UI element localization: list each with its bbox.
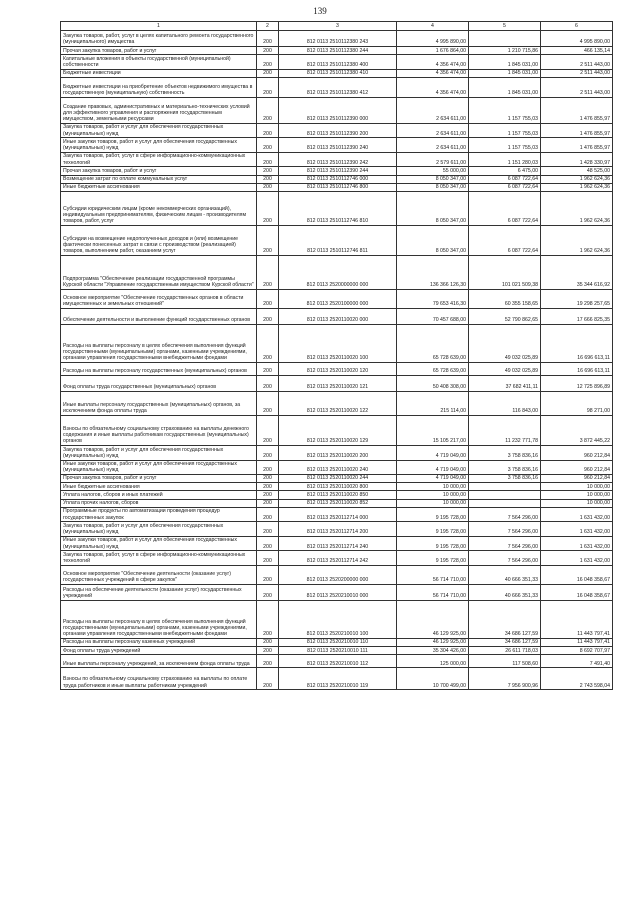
row-code-cell: 812 0113 2520210010 000	[279, 584, 397, 600]
row-code-cell: 812 0113 2510112746 811	[279, 226, 397, 256]
table-row	[61, 600, 613, 638]
row-grbs-cell: 200	[257, 565, 279, 584]
row-rest-cell: 1 962 624,36	[541, 183, 613, 191]
row-rest-cell: 10 000,00	[541, 491, 613, 499]
row-code-cell: 812 0113 2520210010 100	[279, 600, 397, 638]
table-row	[61, 474, 613, 482]
row-name-cell: Расходы на обеспечение деятельности (оказание услуг) государственных учреждений	[61, 584, 257, 600]
row-name-cell: Закупка товаров, работ, услуг в сфере информационно-коммуникационных технологий	[61, 551, 257, 565]
row-grbs-cell: 200	[257, 175, 279, 183]
row-exec-cell: 7 564 296,00	[469, 507, 541, 521]
row-plan-cell: 10 000,00	[397, 483, 469, 491]
row-code-cell: 812 0113 2510112390 242	[279, 152, 397, 166]
row-exec-cell: 6 087 722,64	[469, 192, 541, 226]
row-exec-cell: 6 087 722,64	[469, 175, 541, 183]
row-code-cell: 812 0113 2510112390 200	[279, 123, 397, 137]
row-plan-cell: 10 000,00	[397, 491, 469, 499]
row-rest-cell: 2 743 598,04	[541, 668, 613, 690]
row-rest-cell: 48 525,00	[541, 167, 613, 175]
row-name-cell: Прочая закупка товаров, работ и услуг	[61, 167, 257, 175]
row-exec-cell: 37 682 411,11	[469, 376, 541, 392]
row-rest-cell: 960 212,84	[541, 446, 613, 460]
row-grbs-cell: 200	[257, 55, 279, 69]
row-exec-cell	[469, 31, 541, 47]
row-name-cell: Обеспечение деятельности и выполнение функций государственных органов	[61, 309, 257, 325]
row-name-cell: Иные закупки товаров, работ и услуг для обеспечения государственных (муниципальных) нужд	[61, 460, 257, 474]
row-plan-cell: 35 304 426,00	[397, 647, 469, 655]
row-code-cell: 812 0113 2520100000 000	[279, 290, 397, 309]
row-rest-cell: 3 872 445,22	[541, 416, 613, 446]
table-row	[61, 668, 613, 690]
row-code-cell: 812 0113 2520200000 000	[279, 565, 397, 584]
row-name-cell: Взносы по обязательному социальному страхованию на выплаты по оплате труда работников и иные выплаты работникам учреждений	[61, 668, 257, 690]
row-exec-cell	[469, 491, 541, 499]
row-exec-cell: 1 845 031,00	[469, 69, 541, 77]
row-exec-cell: 116 843,00	[469, 392, 541, 416]
table-row	[61, 392, 613, 416]
row-plan-cell: 46 129 925,00	[397, 638, 469, 646]
row-grbs-cell: 200	[257, 416, 279, 446]
row-rest-cell: 7 491,40	[541, 655, 613, 668]
row-exec-cell: 52 790 862,65	[469, 309, 541, 325]
row-code-cell: 812 0113 2520110020 852	[279, 499, 397, 507]
row-code-cell: 812 0113 2520110020 100	[279, 325, 397, 363]
row-plan-cell: 8 050 347,00	[397, 226, 469, 256]
row-rest-cell: 2 511 443,00	[541, 69, 613, 77]
row-plan-cell: 50 408 308,00	[397, 376, 469, 392]
row-rest-cell: 1 428 330,97	[541, 152, 613, 166]
table-row	[61, 507, 613, 521]
row-plan-cell: 215 114,00	[397, 392, 469, 416]
row-rest-cell: 19 298 257,65	[541, 290, 613, 309]
row-name-cell: Программные продукты по автоматизации проведения процедур государственных закупок	[61, 507, 257, 521]
table-row	[61, 167, 613, 175]
row-rest-cell: 10 000,00	[541, 499, 613, 507]
row-rest-cell: 11 443 797,41	[541, 638, 613, 646]
row-plan-cell: 4 356 474,00	[397, 55, 469, 69]
row-exec-cell: 7 564 296,00	[469, 522, 541, 536]
row-grbs-cell: 200	[257, 499, 279, 507]
table-row	[61, 536, 613, 550]
budget-table	[60, 21, 613, 690]
row-plan-cell: 136 366 126,30	[397, 256, 469, 290]
row-name-cell: Расходы на выплаты персоналу государственных (муниципальных) органов	[61, 363, 257, 376]
row-grbs-cell: 200	[257, 668, 279, 690]
row-grbs-cell: 200	[257, 309, 279, 325]
row-rest-cell: 1 962 624,36	[541, 175, 613, 183]
row-exec-cell: 40 666 351,33	[469, 565, 541, 584]
table-row	[61, 138, 613, 152]
row-rest-cell: 1 631 432,00	[541, 551, 613, 565]
row-plan-cell: 56 714 710,00	[397, 565, 469, 584]
row-rest-cell: 1 631 432,00	[541, 507, 613, 521]
row-code-cell: 812 0113 2520110020 120	[279, 363, 397, 376]
row-grbs-cell: 200	[257, 536, 279, 550]
row-exec-cell: 60 355 158,65	[469, 290, 541, 309]
row-code-cell: 812 0113 2510112746 810	[279, 192, 397, 226]
table-row	[61, 47, 613, 55]
row-rest-cell: 1 476 855,97	[541, 138, 613, 152]
row-plan-cell: 9 195 728,00	[397, 522, 469, 536]
row-grbs-cell: 200	[257, 31, 279, 47]
table-row	[61, 376, 613, 392]
row-name-cell: Фонд оплаты труда государственных (муниципальных) органов	[61, 376, 257, 392]
row-code-cell: 812 0113 2510112390 000	[279, 97, 397, 123]
table-row	[61, 69, 613, 77]
row-rest-cell: 11 443 797,41	[541, 600, 613, 638]
row-name-cell: Создание правовых, административных и материально-технических условий для эффективного управления и распоряжения государственным имуществом, земельными ресурсами	[61, 97, 257, 123]
row-plan-cell: 10 700 499,00	[397, 668, 469, 690]
row-grbs-cell: 200	[257, 522, 279, 536]
row-name-cell: Закупка товаров, работ и услуг для обеспечения государственных (муниципальных) нужд	[61, 522, 257, 536]
row-plan-cell: 8 050 347,00	[397, 183, 469, 191]
row-exec-cell: 6 087 722,64	[469, 226, 541, 256]
row-rest-cell: 1 476 855,97	[541, 97, 613, 123]
row-rest-cell: 2 511 443,00	[541, 77, 613, 97]
table-row	[61, 460, 613, 474]
row-rest-cell: 4 995 890,00	[541, 31, 613, 47]
row-exec-cell: 7 564 296,00	[469, 536, 541, 550]
table-row	[61, 655, 613, 668]
row-code-cell: 812 0113 2520110020 122	[279, 392, 397, 416]
row-grbs-cell: 200	[257, 325, 279, 363]
row-exec-cell: 101 021 509,38	[469, 256, 541, 290]
row-code-cell: 812 0113 2520110020 200	[279, 446, 397, 460]
table-row	[61, 55, 613, 69]
row-name-cell: Закупка товаров, работ и услуг для обеспечения государственных (муниципальных) нужд	[61, 123, 257, 137]
row-exec-cell: 7 956 900,96	[469, 668, 541, 690]
row-exec-cell: 26 611 718,03	[469, 647, 541, 655]
row-plan-cell: 8 050 347,00	[397, 175, 469, 183]
table-row	[61, 491, 613, 499]
row-exec-cell: 7 564 296,00	[469, 551, 541, 565]
row-rest-cell: 1 962 624,36	[541, 192, 613, 226]
table-row	[61, 192, 613, 226]
row-grbs-cell: 200	[257, 192, 279, 226]
row-plan-cell: 65 728 639,00	[397, 363, 469, 376]
row-plan-cell: 10 000,00	[397, 499, 469, 507]
table-row	[61, 77, 613, 97]
table-row	[61, 483, 613, 491]
row-code-cell: 812 0113 2520110020 000	[279, 309, 397, 325]
row-grbs-cell: 200	[257, 551, 279, 565]
row-plan-cell: 125 000,00	[397, 655, 469, 668]
header-row	[61, 22, 613, 31]
header-cell: 1	[61, 22, 257, 31]
row-name-cell: Расходы на выплаты персоналу в целях обеспечения выполнения функций государственными (муниципальными) органами, казенными учреждениями, органами управления государственными внебюджетными фондами	[61, 325, 257, 363]
row-rest-cell: 35 344 616,92	[541, 256, 613, 290]
row-grbs-cell: 200	[257, 600, 279, 638]
row-name-cell: Возмещение затрат по оплате коммунальных услуг	[61, 175, 257, 183]
row-grbs-cell: 200	[257, 77, 279, 97]
row-grbs-cell: 200	[257, 474, 279, 482]
row-name-cell: Закупка товаров, работ, услуг в целях капитального ремонта государственного (муниципального) имущества	[61, 31, 257, 47]
row-plan-cell: 4 719 049,00	[397, 446, 469, 460]
row-grbs-cell: 200	[257, 167, 279, 175]
row-exec-cell: 1 151 280,03	[469, 152, 541, 166]
row-plan-cell: 79 653 416,30	[397, 290, 469, 309]
row-grbs-cell: 200	[257, 638, 279, 646]
table-row	[61, 647, 613, 655]
row-name-cell: Иные выплаты персоналу учреждений, за исключением фонда оплаты труда	[61, 655, 257, 668]
row-plan-cell: 2 634 611,00	[397, 97, 469, 123]
row-exec-cell: 1 845 031,00	[469, 77, 541, 97]
row-grbs-cell: 200	[257, 446, 279, 460]
row-grbs-cell: 200	[257, 363, 279, 376]
row-name-cell: Основное мероприятие "Обеспечение государственных органов в области имущественных и земельных отношений"	[61, 290, 257, 309]
row-code-cell: 812 0113 2510112390 244	[279, 167, 397, 175]
row-exec-cell: 34 686 127,59	[469, 638, 541, 646]
row-rest-cell: 2 511 443,00	[541, 55, 613, 69]
row-exec-cell: 34 686 127,59	[469, 600, 541, 638]
table-row	[61, 565, 613, 584]
row-rest-cell: 1 476 855,97	[541, 123, 613, 137]
row-code-cell: 812 0113 2520110020 121	[279, 376, 397, 392]
row-name-cell: Основное мероприятие "Обеспечение деятельности (оказание услуг) государственных учреждений в сфере закупок"	[61, 565, 257, 584]
row-exec-cell: 1 157 755,03	[469, 97, 541, 123]
row-rest-cell: 16 696 613,11	[541, 325, 613, 363]
row-code-cell: 812 0113 2520210010 112	[279, 655, 397, 668]
row-plan-cell: 9 195 728,00	[397, 536, 469, 550]
table-row	[61, 31, 613, 47]
row-rest-cell: 1 631 432,00	[541, 536, 613, 550]
table-row	[61, 183, 613, 191]
row-exec-cell: 11 232 771,78	[469, 416, 541, 446]
row-code-cell: 812 0113 2520110020 800	[279, 483, 397, 491]
row-code-cell: 812 0113 2510112380 410	[279, 69, 397, 77]
row-rest-cell: 16 048 358,67	[541, 565, 613, 584]
row-name-cell: Иные закупки товаров, работ и услуг для обеспечения государственных (муниципальных) нужд	[61, 536, 257, 550]
row-plan-cell: 1 676 864,00	[397, 47, 469, 55]
row-rest-cell: 16 696 613,11	[541, 363, 613, 376]
row-code-cell: 812 0113 2510112380 412	[279, 77, 397, 97]
row-plan-cell: 9 195 728,00	[397, 551, 469, 565]
row-grbs-cell: 200	[257, 138, 279, 152]
row-rest-cell: 16 048 358,67	[541, 584, 613, 600]
row-code-cell: 812 0113 2510112380 243	[279, 31, 397, 47]
row-exec-cell: 1 845 031,00	[469, 55, 541, 69]
row-exec-cell: 3 758 836,16	[469, 460, 541, 474]
row-grbs-cell: 200	[257, 507, 279, 521]
table-row	[61, 499, 613, 507]
row-plan-cell: 4 356 474,00	[397, 77, 469, 97]
row-grbs-cell: 200	[257, 152, 279, 166]
table-row	[61, 97, 613, 123]
header-cell: 2	[257, 22, 279, 31]
row-grbs-cell: 200	[257, 584, 279, 600]
row-name-cell: Фонд оплаты труда учреждений	[61, 647, 257, 655]
row-name-cell: Расходы на выплаты персоналу казенных учреждений	[61, 638, 257, 646]
row-grbs-cell: 200	[257, 392, 279, 416]
row-code-cell: 812 0113 2520112714 242	[279, 551, 397, 565]
row-grbs-cell: 200	[257, 47, 279, 55]
row-code-cell: 812 0113 2520210010 119	[279, 668, 397, 690]
row-code-cell: 812 0113 2510112746 000	[279, 175, 397, 183]
row-exec-cell: 6 475,00	[469, 167, 541, 175]
row-rest-cell: 1 962 624,36	[541, 226, 613, 256]
row-plan-cell: 65 728 639,00	[397, 325, 469, 363]
row-exec-cell: 3 758 836,16	[469, 446, 541, 460]
row-name-cell: Иные выплаты персоналу государственных (муниципальных) органов, за исключением фонда оплаты труда	[61, 392, 257, 416]
header-cell: 4	[397, 22, 469, 31]
row-plan-cell: 46 129 925,00	[397, 600, 469, 638]
row-plan-cell: 15 105 217,00	[397, 416, 469, 446]
row-name-cell: Капитальные вложения в объекты государственной (муниципальной) собственности	[61, 55, 257, 69]
row-code-cell: 812 0113 2510112746 800	[279, 183, 397, 191]
row-name-cell: Иные бюджетные ассигнования	[61, 183, 257, 191]
row-grbs-cell: 200	[257, 290, 279, 309]
row-grbs-cell: 200	[257, 376, 279, 392]
row-code-cell: 812 0113 2520110020 240	[279, 460, 397, 474]
row-name-cell: Уплата налогов, сборов и иных платежей	[61, 491, 257, 499]
row-plan-cell: 2 634 611,00	[397, 123, 469, 137]
row-code-cell: 812 0113 2510112380 244	[279, 47, 397, 55]
row-name-cell: Закупка товаров, работ и услуг для обеспечения государственных (муниципальных) нужд	[61, 446, 257, 460]
row-plan-cell: 2 579 611,00	[397, 152, 469, 166]
table-row	[61, 175, 613, 183]
row-name-cell: Субсидии юридическим лицам (кроме некоммерческих организаций), индивидуальным предпринимателям, физическим лицам - производителям товаров, работ, услуг	[61, 192, 257, 226]
row-exec-cell	[469, 499, 541, 507]
header-cell: 5	[469, 22, 541, 31]
row-grbs-cell: 200	[257, 123, 279, 137]
row-name-cell: Бюджетные инвестиции	[61, 69, 257, 77]
table-row	[61, 152, 613, 166]
table-row	[61, 551, 613, 565]
row-grbs-cell: 200	[257, 97, 279, 123]
row-grbs-cell: 200	[257, 655, 279, 668]
row-rest-cell: 8 692 707,97	[541, 647, 613, 655]
table-row	[61, 363, 613, 376]
row-name-cell: Иные закупки товаров, работ и услуг для обеспечения государственных (муниципальных) нужд	[61, 138, 257, 152]
table-row	[61, 290, 613, 309]
row-rest-cell: 960 212,84	[541, 474, 613, 482]
header-cell: 6	[541, 22, 613, 31]
row-plan-cell: 56 714 710,00	[397, 584, 469, 600]
row-name-cell: Прочая закупка товаров, работ и услуг	[61, 474, 257, 482]
row-rest-cell: 960 212,84	[541, 460, 613, 474]
row-name-cell: Расходы на выплаты персоналу в целях обеспечения выполнения функций государственными (муниципальными) органами, казенными учреждениями, органами управления государственными внебюджетными фондами	[61, 600, 257, 638]
row-plan-cell: 55 000,00	[397, 167, 469, 175]
row-rest-cell: 10 000,00	[541, 483, 613, 491]
row-plan-cell: 4 719 049,00	[397, 474, 469, 482]
page-number: 139	[313, 6, 327, 16]
table-row	[61, 522, 613, 536]
row-plan-cell: 4 719 049,00	[397, 460, 469, 474]
row-code-cell: 812 0113 2520112714 000	[279, 507, 397, 521]
row-plan-cell: 2 634 611,00	[397, 138, 469, 152]
table-row	[61, 325, 613, 363]
table-row	[61, 226, 613, 256]
row-rest-cell: 98 271,00	[541, 392, 613, 416]
row-code-cell: 812 0113 2520110020 244	[279, 474, 397, 482]
table-row	[61, 123, 613, 137]
row-code-cell: 812 0113 2520110020 850	[279, 491, 397, 499]
table-row	[61, 256, 613, 290]
row-plan-cell: 4 356 474,00	[397, 69, 469, 77]
row-code-cell: 812 0113 2520210010 110	[279, 638, 397, 646]
table-row	[61, 416, 613, 446]
row-grbs-cell: 200	[257, 69, 279, 77]
table-row	[61, 446, 613, 460]
table-row	[61, 584, 613, 600]
row-plan-cell: 9 195 728,00	[397, 507, 469, 521]
row-exec-cell: 49 032 025,89	[469, 325, 541, 363]
row-name-cell: Взносы по обязательному социальному страхованию на выплаты денежного содержания и иные выплаты работникам государственных (муниципальных) органов	[61, 416, 257, 446]
row-plan-cell: 8 050 347,00	[397, 192, 469, 226]
row-code-cell: 812 0113 2520210010 111	[279, 647, 397, 655]
row-name-cell: Субсидии на возмещение недополученных доходов и (или) возмещение фактически понесенных затрат в связи с производством (реализацией) товаров, выполнением работ, оказанием услуг	[61, 226, 257, 256]
row-rest-cell: 12 725 896,89	[541, 376, 613, 392]
row-grbs-cell: 200	[257, 460, 279, 474]
row-code-cell: 812 0113 2520112714 200	[279, 522, 397, 536]
row-rest-cell: 17 666 825,35	[541, 309, 613, 325]
row-name-cell: Иные бюджетные ассигнования	[61, 483, 257, 491]
row-exec-cell: 40 666 351,33	[469, 584, 541, 600]
row-grbs-cell: 200	[257, 226, 279, 256]
row-name-cell: Закупка товаров, работ, услуг в сфере информационно-коммуникационных технологий	[61, 152, 257, 166]
row-name-cell: Подпрограмма "Обеспечение реализации государственной программы Курской области "Управление государственным имуществом Курской области"	[61, 256, 257, 290]
row-grbs-cell: 200	[257, 483, 279, 491]
header-cell: 3	[279, 22, 397, 31]
table-row	[61, 638, 613, 646]
row-exec-cell: 6 087 722,64	[469, 183, 541, 191]
row-rest-cell: 1 631 432,00	[541, 522, 613, 536]
row-code-cell: 812 0113 2520110020 129	[279, 416, 397, 446]
row-code-cell: 812 0113 2520000000 000	[279, 256, 397, 290]
row-exec-cell	[469, 483, 541, 491]
row-exec-cell: 1 210 715,86	[469, 47, 541, 55]
row-exec-cell: 117 508,60	[469, 655, 541, 668]
row-name-cell: Бюджетные инвестиции на приобретение объектов недвижимого имущества в государственную (муниципальную) собственность	[61, 77, 257, 97]
row-exec-cell: 3 758 836,16	[469, 474, 541, 482]
row-grbs-cell: 200	[257, 256, 279, 290]
row-code-cell: 812 0113 2510112390 240	[279, 138, 397, 152]
row-plan-cell: 4 995 890,00	[397, 31, 469, 47]
row-plan-cell: 70 457 688,00	[397, 309, 469, 325]
row-code-cell: 812 0113 2520112714 240	[279, 536, 397, 550]
row-exec-cell: 1 157 755,03	[469, 123, 541, 137]
row-name-cell: Уплата прочих налогов, сборов	[61, 499, 257, 507]
row-code-cell: 812 0113 2510112380 400	[279, 55, 397, 69]
row-exec-cell: 49 032 025,89	[469, 363, 541, 376]
row-exec-cell: 1 157 755,03	[469, 138, 541, 152]
row-name-cell: Прочая закупка товаров, работ и услуг	[61, 47, 257, 55]
row-grbs-cell: 200	[257, 647, 279, 655]
row-rest-cell: 466 135,14	[541, 47, 613, 55]
row-grbs-cell: 200	[257, 183, 279, 191]
table-row	[61, 309, 613, 325]
row-grbs-cell: 200	[257, 491, 279, 499]
